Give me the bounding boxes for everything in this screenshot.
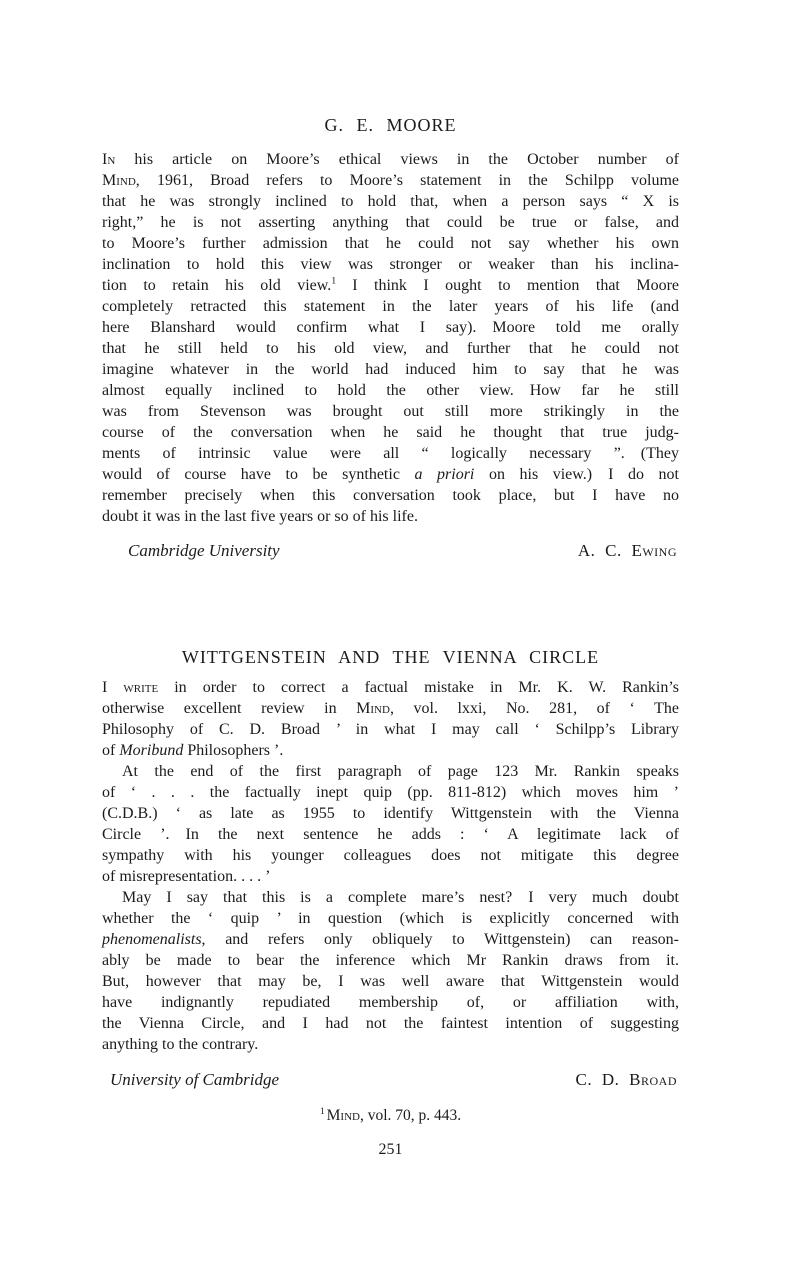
- text-line: [102, 761, 679, 782]
- text-segment: ments of intrinsic value were all “ logically necessary ”. (They: [102, 445, 679, 462]
- text-line: [102, 443, 679, 464]
- text-segment: whether the ‘ quip ’ in question (which is explicitly concerned with: [102, 910, 679, 927]
- text-line: [102, 698, 679, 719]
- signature-place: University of Cambridge: [110, 1070, 280, 1089]
- text-line: [102, 782, 679, 803]
- text-line: [102, 1013, 679, 1034]
- text-segment: , 1961, Broad refers to Moore’s statement in the Schilpp volume: [135, 172, 679, 189]
- text-segment: the Vienna Circle, and I had not the faintest intention of suggesting: [102, 1015, 679, 1032]
- text-line: [102, 971, 679, 992]
- text-segment: otherwise excellent review in: [102, 700, 357, 717]
- text-line: [102, 401, 679, 422]
- text-segment: to Moore’s further admission that he could not say whether his own: [102, 235, 679, 252]
- text-line: [102, 149, 679, 170]
- text-column: [102, 0, 679, 1160]
- text-segment: remember precisely when this conversation took place, but I have no: [102, 487, 679, 504]
- signature-place: Cambridge University: [128, 541, 280, 560]
- text-line: [102, 824, 679, 845]
- text-segment: his article on Moore’s ethical views in the October number of: [115, 151, 679, 168]
- text-line: [102, 464, 679, 485]
- article-title: WITTGENSTEIN AND THE VIENNA CIRCLE: [181, 647, 600, 667]
- text-segment: sympathy with his younger colleagues does not mitigate this degree: [102, 847, 679, 864]
- text-segment: anything to the contrary.: [102, 1036, 259, 1053]
- text-segment: In: [102, 151, 116, 168]
- text-segment: , and refers only obliquely to Wittgenstein) can reason-: [201, 931, 679, 948]
- text-segment: of misrepresentation. . . . ’: [102, 868, 271, 885]
- text-line: [102, 677, 679, 698]
- text-segment: Circle ’. In the next sentence he adds : ‘ A legitimate lack of: [102, 826, 679, 843]
- footnote-reference: 1: [331, 275, 337, 287]
- text-line: [102, 359, 679, 380]
- text-segment: At the end of the first paragraph of page 123 Mr. Rankin speaks: [122, 763, 679, 780]
- text-line: [102, 191, 679, 212]
- text-line: [102, 1034, 679, 1055]
- signature-row: [102, 540, 679, 562]
- text-segment: ably be made to bear the inference which Mr Rankin draws from it.: [102, 952, 679, 969]
- footnote-citation-text: , vol. 70, p. 443.: [359, 1107, 462, 1124]
- text-segment: doubt it was in the last five years or so of his life.: [102, 508, 418, 525]
- text-line: [102, 803, 679, 824]
- article-body: [102, 149, 679, 527]
- text-segment: would of course have to be synthetic: [102, 466, 415, 483]
- text-line: [102, 908, 679, 929]
- article-wittgenstein-vienna-circle: [102, 646, 679, 1091]
- text-segment: I: [102, 679, 124, 696]
- text-line: [102, 845, 679, 866]
- text-segment: almost equally inclined to hold the other view. How far he still: [102, 382, 679, 399]
- text-line: [102, 506, 679, 527]
- article-body: [102, 677, 679, 1055]
- text-segment: imagine whatever in the world had induced him to say that he was: [102, 361, 679, 378]
- footnote: [102, 1106, 679, 1126]
- text-line: [102, 422, 679, 443]
- text-line: [102, 992, 679, 1013]
- page-number: 251: [378, 1141, 403, 1158]
- text-segment: write: [123, 679, 159, 696]
- text-segment: of ‘ . . . the factually inept quip (pp. 811-812) which moves him ’: [102, 784, 679, 801]
- text-segment: I think I ought to mention that Moore: [336, 277, 679, 294]
- text-segment: a priori: [414, 466, 475, 483]
- text-segment: (C.D.B.) ‘ as late as 1955 to identify Wittgenstein with the Vienna: [102, 805, 679, 822]
- text-line: [102, 275, 679, 296]
- text-line: [102, 170, 679, 191]
- text-line: [102, 887, 679, 908]
- article-ge-moore: [102, 114, 679, 562]
- text-segment: was from Stevenson was brought out still more strikingly in the: [102, 403, 679, 420]
- text-line: [102, 380, 679, 401]
- text-segment: Moribund: [119, 742, 184, 759]
- text-segment: Mind: [102, 172, 136, 189]
- text-segment: course of the conversation when he said he thought that true judg-: [102, 424, 679, 441]
- signature-author: C. D. Broad: [575, 1070, 677, 1089]
- text-segment: phenomenalists: [102, 931, 202, 948]
- text-line: [102, 233, 679, 254]
- text-segment: But, however that may be, I was well aware that Wittgenstein would: [102, 973, 679, 990]
- text-line: [102, 254, 679, 275]
- text-line: [102, 866, 679, 887]
- text-segment: here Blanshard would confirm what I say). Moore told me orally: [102, 319, 679, 336]
- text-segment: Philosophy of C. D. Broad ’ in what I may call ‘ Schilpp’s Library: [102, 721, 679, 738]
- footnote-marker: 1: [319, 1105, 325, 1117]
- text-segment: have indignantly repudiated membership of, or affiliation with,: [102, 994, 679, 1011]
- text-segment: Philosophers ’.: [183, 742, 284, 759]
- text-segment: of: [102, 742, 120, 759]
- text-segment: May I say that this is a complete mare’s nest? I very much doubt: [122, 889, 679, 906]
- text-segment: Mind: [356, 700, 390, 717]
- text-line: [102, 950, 679, 971]
- text-segment: that he was strongly inclined to hold that, when a person says “ X is: [102, 193, 679, 210]
- text-line: [102, 212, 679, 233]
- signature-row: [102, 1069, 679, 1091]
- text-line: [102, 929, 679, 950]
- text-line: [102, 338, 679, 359]
- text-segment: that he still held to his old view, and further that he could not: [102, 340, 679, 357]
- text-line: [102, 719, 679, 740]
- text-line: [102, 317, 679, 338]
- text-segment: , vol. lxxi, No. 281, of ‘ The: [389, 700, 680, 717]
- text-segment: tion to retain his old view.: [102, 277, 332, 294]
- text-line: [102, 296, 679, 317]
- text-segment: on his view.) I do not: [474, 466, 679, 483]
- article-title: G. E. MOORE: [324, 115, 457, 135]
- signature-author: A. C. Ewing: [577, 541, 677, 560]
- text-line: [102, 740, 679, 761]
- text-line: [102, 485, 679, 506]
- text-segment: completely retracted this statement in the later years of his life (and: [102, 298, 679, 315]
- text-segment: inclination to hold this view was stronger or weaker than his inclina-: [102, 256, 679, 273]
- footnote-journal-name: Mind: [326, 1107, 360, 1124]
- text-segment: in order to correct a factual mistake in Mr. K. W. Rankin’s: [158, 679, 680, 696]
- text-segment: right,” he is not asserting anything that could be true or false, and: [102, 214, 679, 231]
